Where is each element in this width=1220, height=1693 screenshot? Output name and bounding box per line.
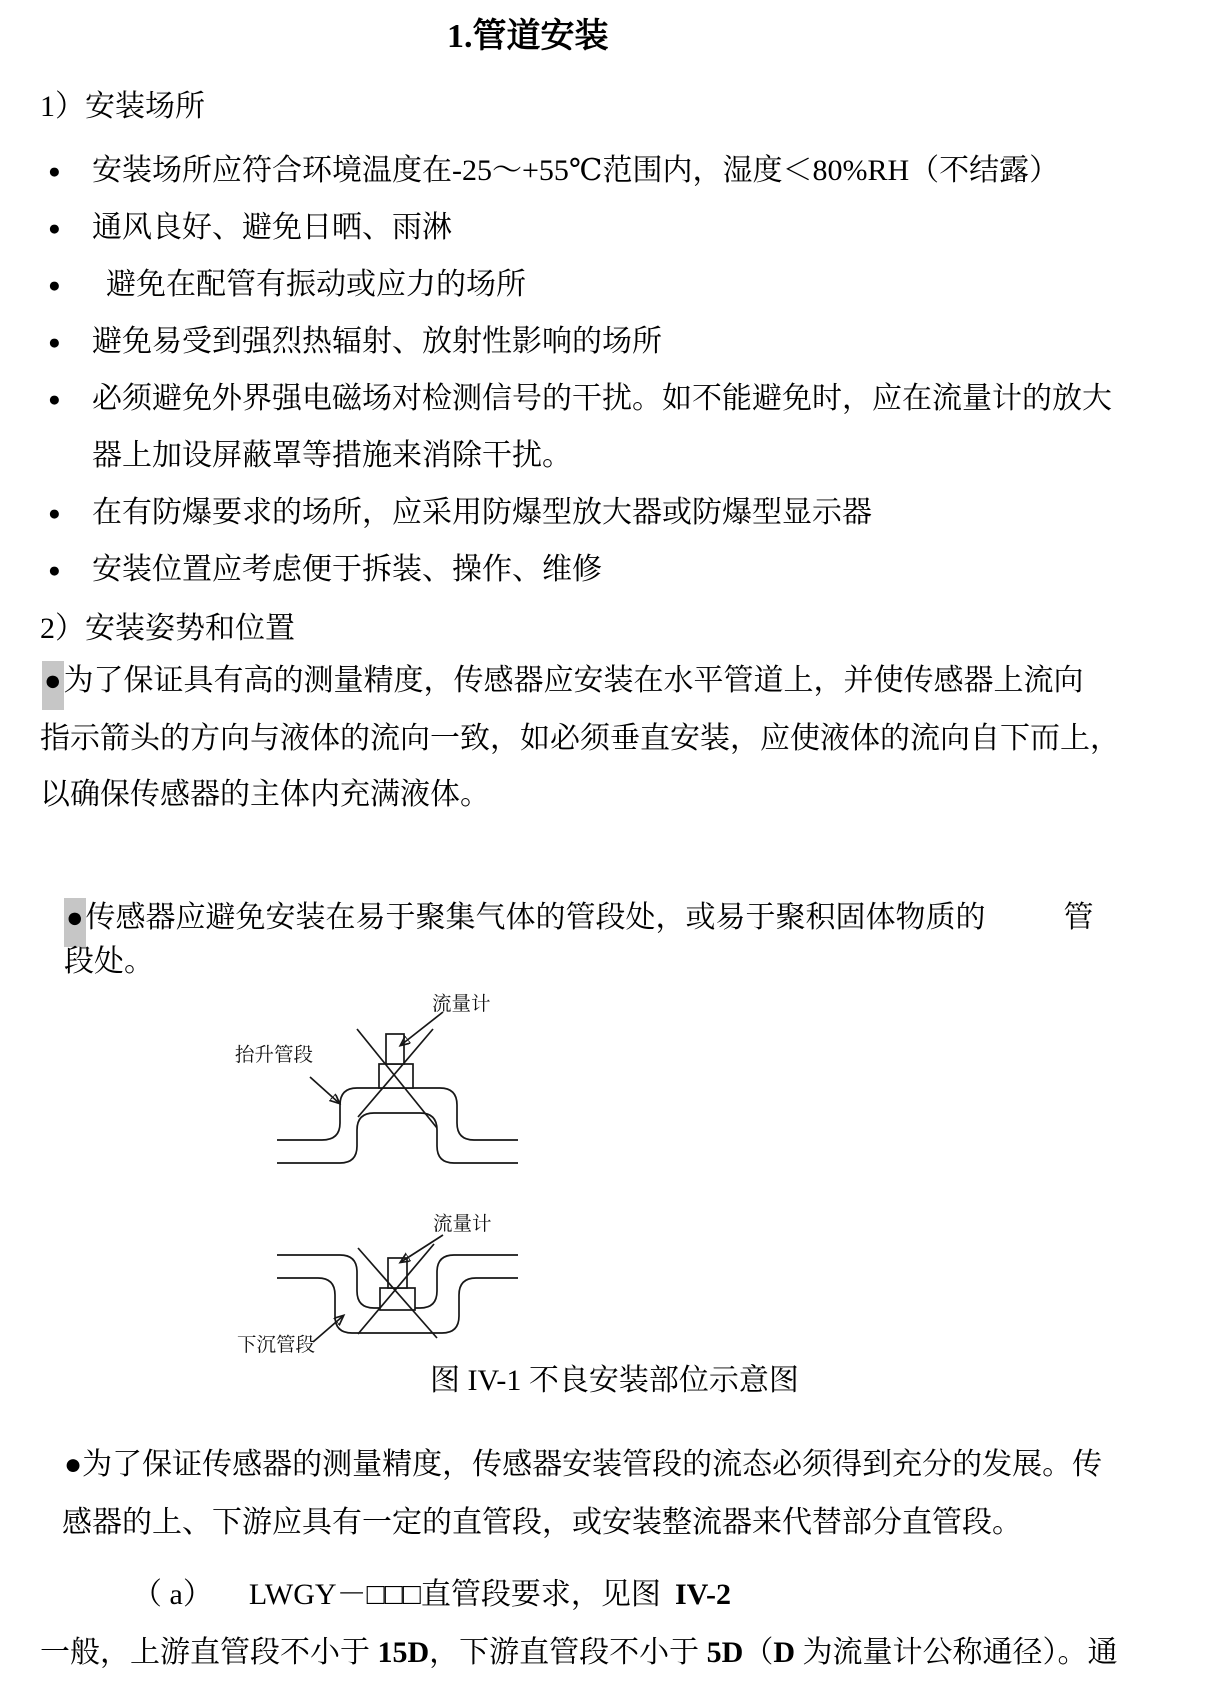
paragraph-avoid-gas-line2: 段处。 <box>64 945 154 978</box>
item-a-body: LWGY－□□□直管段要求，见图 <box>248 1578 661 1611</box>
meter-label: 流量计 <box>432 994 491 1015</box>
bullet-text: 通风良好、避免日晒、雨淋 <box>92 211 452 244</box>
paragraph-text: 传感器应避免安装在易于聚集气体的管段处，或易于聚积固体物质的 <box>85 901 986 934</box>
bullet-icon: ● <box>48 330 61 354</box>
bullet-text: 避免易受到强烈热辐射、放射性影响的场所 <box>92 325 662 358</box>
bullet-text-continuation: 器上加设屏蔽罩等措施来消除干扰。 <box>92 439 572 472</box>
pipe-label: 抬升管段 <box>235 1045 314 1066</box>
bullet-text: 安装场所应符合环境温度在-25～+55℃范围内，湿度＜80%RH（不结露） <box>92 154 1060 187</box>
value-d: D <box>773 1636 796 1669</box>
bullet-text: 避免在配管有振动或应力的场所 <box>106 268 526 301</box>
paragraph-orientation-line2: 指示箭头的方向与液体的流向一致，如必须垂直安装，应使液体的流向自下而上， <box>40 722 1120 755</box>
figure-reference: IV-2 <box>674 1578 732 1611</box>
bullet-icon: ● <box>48 501 61 525</box>
bullet-icon: ● <box>66 902 84 934</box>
bullet-text: 安装位置应考虑便于拆装、操作、维修 <box>92 553 602 586</box>
item-a-line <box>132 1576 731 1614</box>
paragraph-flow-line2: 感器的上、下游应具有一定的直管段，或安装整流器来代替部分直管段。 <box>62 1506 1022 1539</box>
paragraph-text: 一般，上游直管段不小于 <box>40 1636 378 1669</box>
highlight-bullet-icon <box>64 898 86 947</box>
paragraph-avoid-gas-line1 <box>64 898 1094 947</box>
paragraph-orientation-line3: 以确保传感器的主体内充满液体。 <box>40 778 490 811</box>
bullet-text: 在有防爆要求的场所，应采用防爆型放大器或防爆型显示器 <box>92 496 872 529</box>
paragraph-text: ，下游直管段不小于 <box>429 1636 707 1669</box>
bullet-icon: ● <box>64 1448 83 1481</box>
diagram-raised-pipe-section <box>222 985 532 1180</box>
paragraph-flow-line1 <box>64 1446 1102 1484</box>
bullet-icon: ● <box>48 216 61 240</box>
paragraph-text: 为流量计公称通径）。通 <box>795 1636 1118 1669</box>
paragraph-text: 为了保证具有高的测量精度，传感器应安装在水平管道上，并使传感器上流向 <box>63 664 1084 697</box>
paragraph-straight-pipe <box>40 1634 1118 1672</box>
pipe-label: 下沉管段 <box>237 1335 316 1356</box>
value-15d: 15D <box>377 1636 430 1669</box>
bullet-icon: ● <box>48 273 61 297</box>
bullet-text: 必须避免外界强电磁场对检测信号的干扰。如不能避免时，应在流量计的放大 <box>92 382 1112 415</box>
bullet-icon: ● <box>48 159 61 183</box>
item-a-prefix: （ a） <box>132 1578 213 1611</box>
page-title: 1.管道安装 <box>447 18 609 55</box>
paragraph-text-tail: 管 <box>1063 901 1094 934</box>
bullet-icon: ● <box>44 665 62 697</box>
flowmeter-head <box>388 1258 407 1288</box>
paragraph-text: （ <box>743 1636 774 1669</box>
diagram-sunken-pipe-section <box>222 1200 532 1362</box>
pipe-outer-line <box>277 1088 518 1140</box>
meter-label: 流量计 <box>433 1214 492 1235</box>
value-5d: 5D <box>706 1636 744 1669</box>
highlight-bullet-icon <box>42 661 64 710</box>
meter-label-leader-arrow <box>401 1012 443 1045</box>
section1-heading: 1）安装场所 <box>40 90 205 123</box>
flowmeter-head <box>386 1034 404 1064</box>
section2-heading: 2）安装姿势和位置 <box>40 612 295 645</box>
figure-caption: 图 IV-1 不良安装部位示意图 <box>430 1364 799 1397</box>
pipe-inner-line <box>277 1113 518 1163</box>
pipe-label-leader-arrow <box>310 1077 339 1103</box>
bullet-icon: ● <box>48 387 61 411</box>
paragraph-text: 为了保证传感器的测量精度，传感器安装管段的流态必须得到充分的发展。传 <box>82 1448 1103 1481</box>
bullet-icon: ● <box>48 558 61 582</box>
paragraph-orientation-line1 <box>42 661 1084 710</box>
